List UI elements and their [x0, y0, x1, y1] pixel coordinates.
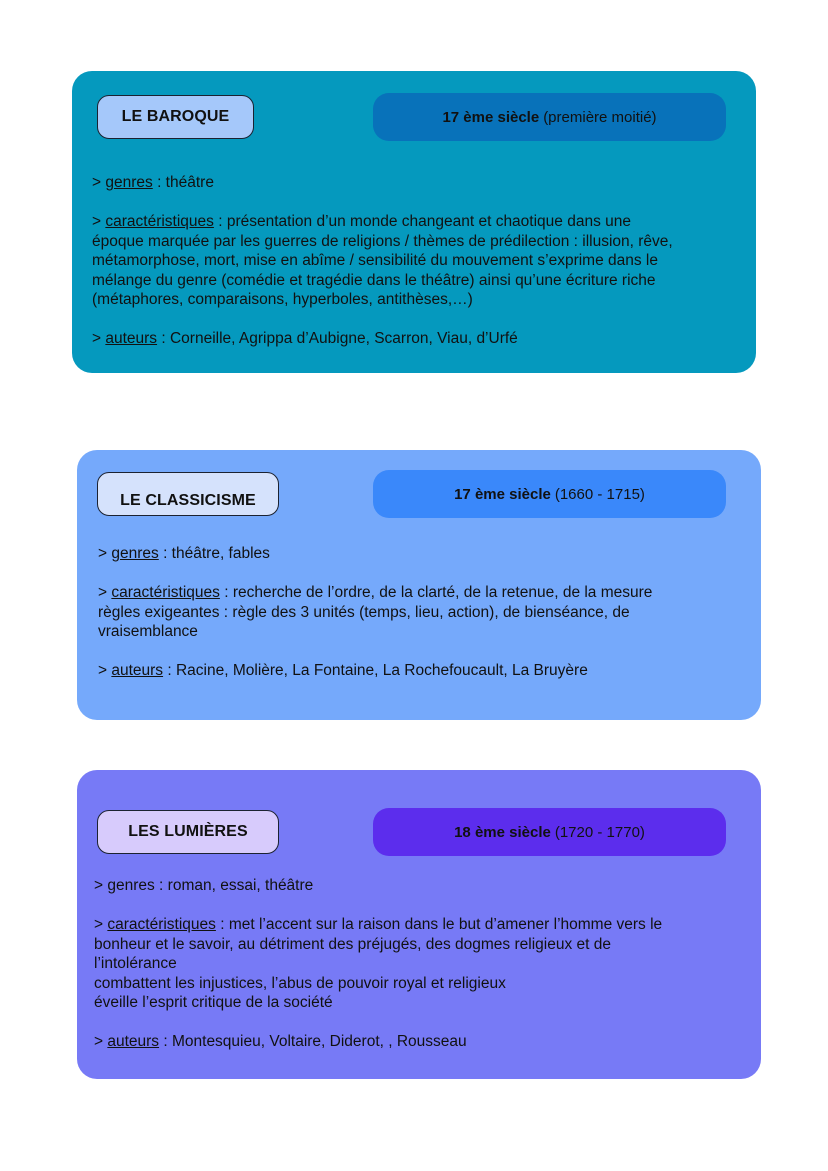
- genres-line: > genres : théâtre, fables: [98, 545, 270, 562]
- movement-details-lumieres: [94, 876, 734, 1052]
- authors-value: : Racine, Molière, La Fontaine, La Rochefoucault, La Bruyère: [163, 662, 588, 679]
- period-century: 17 ème siècle: [454, 485, 551, 503]
- period-pill-baroque: [373, 93, 726, 141]
- authors-line: > auteurs : Racine, Molière, La Fontaine, La Rochefoucault, La Bruyère: [98, 662, 588, 679]
- characteristics-line: > caractéristiques : recherche de l’ordre, de la clarté, de la retenue, de la mesure: [98, 584, 653, 601]
- characteristics-line: > caractéristiques : présentation d’un monde changeant et chaotique dans une: [92, 213, 631, 230]
- period-century: 17 ème siècle: [442, 108, 540, 126]
- authors-value: : Montesquieu, Voltaire, Diderot, , Rousseau: [159, 1033, 467, 1050]
- authors-label: auteurs: [107, 1033, 160, 1050]
- characteristics-line: > caractéristiques : met l’accent sur la raison dans le but d’amener l’homme vers le: [94, 916, 663, 933]
- genres-value: : théâtre, fables: [158, 545, 270, 562]
- characteristics-line: combattent les injustices, l’abus de pouvoir royal et religieux: [94, 974, 506, 992]
- period-century: 18 ème siècle: [454, 823, 551, 841]
- genres-label: genres: [105, 174, 153, 191]
- movement-title-baroque: [97, 95, 254, 139]
- authors-line: > auteurs : Corneille, Agrippa d’Aubigne, Scarron, Viau, d’Urfé: [92, 330, 518, 347]
- period-pill-lumieres: [373, 808, 726, 856]
- genres-label: genres: [111, 545, 159, 562]
- period-range: (1720 - 1770): [554, 823, 645, 841]
- characteristics-line: (métaphores, comparaisons, hyperboles, antithèses,…): [92, 291, 473, 308]
- characteristics-line: règles exigeantes : règle des 3 unités (temps, lieu, action), de bienséance, de: [98, 603, 630, 621]
- genres-line: > genres : théâtre: [92, 174, 214, 191]
- period-range: (première moitié): [543, 108, 657, 126]
- authors-label: auteurs: [105, 330, 158, 347]
- movement-title-text: LE CLASSICISME: [120, 492, 256, 509]
- characteristics-line: métamorphose, mort, mise en abîme / sensibilité du mouvement s’exprime dans le: [92, 252, 658, 269]
- movement-title-lumieres: [97, 810, 279, 854]
- genres-line: > genres : roman, essai, théâtre: [94, 877, 314, 894]
- movement-card-lumieres: [77, 770, 761, 1079]
- characteristics-label: caractéristiques: [105, 213, 214, 230]
- characteristics-line: éveille l’esprit critique de la société: [94, 994, 333, 1011]
- genres-value: : théâtre: [152, 174, 214, 191]
- period-pill-classicisme: [373, 470, 726, 518]
- movement-title-text: LE BAROQUE: [121, 108, 230, 125]
- characteristics-line: époque marquée par les guerres de religions / thèmes de prédilection : illusion, rêve,: [92, 232, 673, 250]
- movement-card-classicisme: [77, 450, 761, 720]
- characteristics-line: l’intolérance: [94, 955, 177, 972]
- movement-details-baroque: [92, 173, 732, 349]
- characteristics-label: caractéristiques: [111, 584, 220, 601]
- authors-value: : Corneille, Agrippa d’Aubigne, Scarron, Viau, d’Urfé: [157, 330, 518, 347]
- movement-details-classicisme: [98, 544, 738, 681]
- movement-title-text: LES LUMIÈRES: [128, 823, 248, 840]
- authors-label: auteurs: [111, 662, 164, 679]
- characteristics-label: caractéristiques: [107, 916, 216, 933]
- characteristics-line: bonheur et le savoir, au détriment des préjugés, des dogmes religieux et de: [94, 935, 611, 953]
- movement-card-baroque: [72, 71, 756, 373]
- period-range: (1660 - 1715): [554, 485, 645, 503]
- authors-line: > auteurs : Montesquieu, Voltaire, Diderot, , Rousseau: [94, 1033, 467, 1050]
- characteristics-line: vraisemblance: [98, 623, 198, 640]
- characteristics-line: mélange du genre (comédie et tragédie dans le théâtre) ainsi qu’une écriture riche: [92, 271, 656, 289]
- movement-title-classicisme: [97, 472, 279, 516]
